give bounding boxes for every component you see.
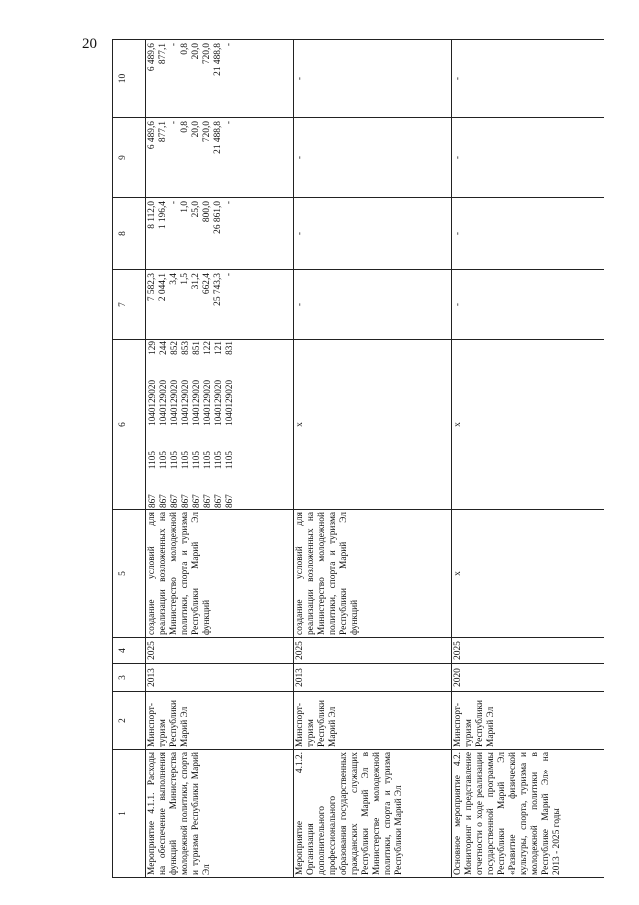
cell-value: 2 044,1	[158, 273, 168, 302]
header-col-7: 7	[113, 270, 146, 340]
event-name: Основное мероприятие 4.2. Мониторинг и представление отчетности о ходе реализации государственной программы Республики Марий Эл «Развитие физической культуры, спорта, туризма и молодежной политики в Республике Марий Эл» на 2013 - 2025 годы	[452, 750, 604, 878]
expected-result: x	[452, 510, 604, 638]
cell-value: -	[169, 43, 179, 47]
cell-value: 1 196,4	[158, 201, 168, 230]
table-header	[113, 40, 146, 878]
cell-value: 21 488,8	[213, 121, 223, 154]
code-csr: 1040129020	[202, 379, 212, 426]
code-vr: 129	[147, 341, 157, 355]
executor: Минспорт-туризм Республики Марий Эл	[294, 692, 452, 750]
value-col-7: -	[294, 270, 452, 340]
cell-value: 3,4	[169, 273, 179, 285]
budget-table	[112, 39, 604, 878]
code-rzpr: 1105	[158, 451, 168, 470]
value-col-10: -	[294, 40, 452, 118]
page-number: 20	[82, 36, 97, 52]
budget-codes: x	[452, 340, 604, 510]
cell-value: -	[224, 201, 234, 205]
cell-value: 6 489,6	[147, 121, 157, 150]
cell-value: 21 488,8	[213, 43, 223, 76]
cell-value: 877,1	[158, 43, 168, 65]
code-grbs: 867	[147, 494, 157, 508]
header-col-10: 10	[113, 40, 146, 118]
value-col-7: -	[452, 270, 604, 340]
cell-value: 7 582,3	[147, 273, 157, 302]
cell-value: -	[169, 201, 179, 205]
code-rzpr: 1105	[147, 451, 157, 470]
code-rzpr: 1105	[224, 451, 234, 470]
end-year: 2025	[294, 638, 452, 664]
cell-value: 877,1	[158, 121, 168, 143]
value-col-7	[146, 270, 294, 340]
header-col-9: 9	[113, 118, 146, 198]
value-col-9: -	[452, 118, 604, 198]
budget-codes	[146, 340, 294, 510]
cell-value: 0,8	[180, 121, 190, 133]
cell-value: 25 743,3	[213, 273, 223, 306]
expected-result: создание условий для реализации возложенных на Министерство молодежной политики, спорта и туризма Республики Марий Эл функций	[294, 510, 452, 638]
rotated-table-wrapper	[112, 40, 598, 878]
header-col-3: 3	[113, 664, 146, 692]
cell-value: 720,0	[202, 121, 212, 143]
table-row	[146, 40, 294, 878]
start-year: 2013	[146, 664, 294, 692]
cell-value: 8 112,0	[147, 201, 157, 229]
event-name: Мероприятие 4.1.1. Расходы на обеспечение выполнения функций Министерства молодежной политики, спорта и туризма Республики Марий Эл	[146, 750, 294, 878]
vr-codes	[147, 341, 235, 355]
executor: Минспорт-туризм Республики Марий Эл	[452, 692, 604, 750]
value-col-10	[146, 40, 294, 118]
code-vr: 851	[191, 341, 201, 355]
cell-value: 720,0	[202, 43, 212, 65]
cell-value: 1,5	[180, 273, 190, 285]
code-vr: 853	[180, 341, 190, 355]
code-grbs: 867	[191, 494, 201, 508]
value-col-9: -	[294, 118, 452, 198]
cell-value: -	[224, 43, 234, 47]
cell-value: -	[169, 121, 179, 125]
code-grbs: 867	[224, 494, 234, 508]
rzpr-codes	[147, 451, 235, 469]
code-grbs: 867	[169, 494, 179, 508]
header-col-8: 8	[113, 198, 146, 270]
header-col-4: 4	[113, 638, 146, 664]
value-col-8: -	[294, 198, 452, 270]
code-vr: 852	[169, 341, 179, 355]
code-rzpr: 1105	[213, 451, 223, 470]
code-vr: 244	[158, 341, 168, 355]
cell-value: 31,2	[191, 273, 201, 290]
start-year: 2020	[452, 664, 604, 692]
header-col-2: 2	[113, 692, 146, 750]
code-rzpr: 1105	[191, 451, 201, 470]
budget-codes: x	[294, 340, 452, 510]
code-vr: 121	[213, 341, 223, 355]
code-csr: 1040129020	[213, 379, 223, 426]
header-col-1: 1	[113, 750, 146, 878]
expected-result: создание условий для реализации возложенных на Министерство молодежной политики, спорта и туризма Республики Марий Эл функций	[146, 510, 294, 638]
executor: Минспорт-туризм Республики Марий Эл	[146, 692, 294, 750]
code-vr: 831	[224, 341, 234, 355]
cell-value: 6 489,6	[147, 43, 157, 72]
header-col-6: 6	[113, 340, 146, 510]
code-rzpr: 1105	[180, 451, 190, 470]
code-csr: 1040129020	[147, 379, 157, 426]
value-col-10: -	[452, 40, 604, 118]
table-row	[294, 40, 452, 878]
cell-value: 26 861,0	[213, 201, 223, 234]
cell-value: 0,8	[180, 43, 190, 55]
code-csr: 1040129020	[224, 379, 234, 426]
code-csr: 1040129020	[158, 379, 168, 426]
cell-value: -	[224, 121, 234, 125]
value-col-8: -	[452, 198, 604, 270]
end-year: 2025	[452, 638, 604, 664]
code-rzpr: 1105	[169, 451, 179, 470]
header-col-5: 5	[113, 510, 146, 638]
cell-value: 20,0	[191, 121, 201, 138]
code-csr: 1040129020	[169, 379, 179, 426]
cell-value: -	[224, 273, 234, 277]
cell-value: 1,0	[180, 201, 190, 213]
cell-value: 25,0	[191, 201, 201, 218]
table-row	[452, 40, 604, 878]
end-year: 2025	[146, 638, 294, 664]
value-col-8	[146, 198, 294, 270]
code-grbs: 867	[158, 494, 168, 508]
start-year: 2013	[294, 664, 452, 692]
event-name: Мероприятие 4.1.2. Организация дополнительного профессионального образования государственных гражданских служащих Республики Марий Эл в Министерстве молодежной политики, спорта и туризма Республики Марий Эл	[294, 750, 452, 878]
csr-codes	[147, 380, 235, 426]
code-csr: 1040129020	[191, 379, 201, 426]
cell-value: 800,0	[202, 201, 212, 223]
code-vr: 122	[202, 341, 212, 355]
code-grbs: 867	[213, 494, 223, 508]
code-grbs: 867	[180, 494, 190, 508]
cell-value: 20,0	[191, 43, 201, 60]
grbs-codes	[147, 494, 235, 508]
value-col-9	[146, 118, 294, 198]
code-csr: 1040129020	[180, 379, 190, 426]
code-grbs: 867	[202, 494, 212, 508]
code-rzpr: 1105	[202, 451, 212, 470]
cell-value: 662,4	[202, 273, 212, 295]
